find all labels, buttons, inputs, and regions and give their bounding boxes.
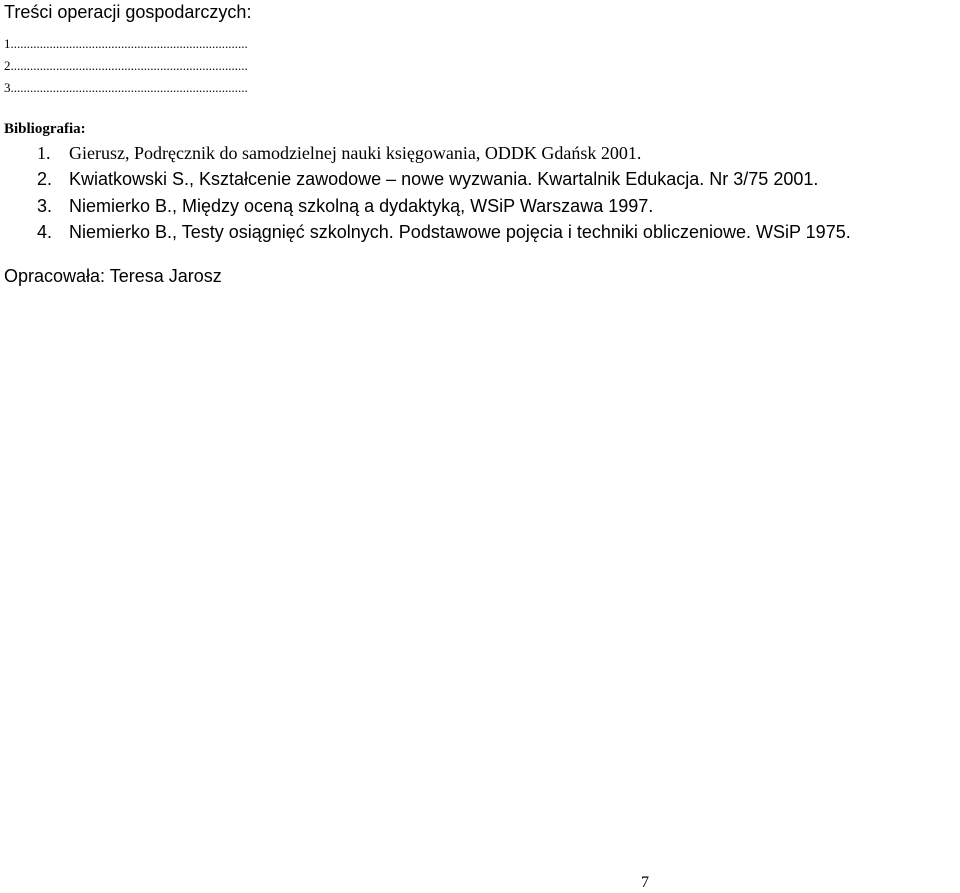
bibliography-item-text: Gierusz, Podręcznik do samodzielnej nauki księgowania, ODDK Gdańsk 2001. xyxy=(69,143,642,163)
bibliography-item-text: Niemierko B., Między oceną szkolną a dydaktyką, WSiP Warszawa 1997. xyxy=(69,196,654,216)
bibliography-item-number: 2. xyxy=(37,169,53,189)
bibliography-item-text: Kwiatkowski S., Kształcenie zawodowe – nowe wyzwania. Kwartalnik Edukacja. Nr 3/75 2001. xyxy=(69,169,819,189)
bibliography-item-1 xyxy=(37,141,641,165)
bibliography-item-number: 3. xyxy=(37,196,53,216)
bibliography-item-text: Niemierko B., Testy osiągnięć szkolnych. Podstawowe pojęcia i techniki obliczeniowe. WSiP 1975. xyxy=(69,222,851,242)
author-line: Opracowała: Teresa Jarosz xyxy=(4,266,222,286)
bibliography-item-3 xyxy=(37,194,653,218)
bibliography-label: Bibliografia: xyxy=(4,121,86,137)
operation-item-1: 1......................................................................... xyxy=(4,36,248,51)
bibliography-item-number: 4. xyxy=(37,222,53,242)
operations-heading: Treści operacji gospodarczych: xyxy=(4,2,252,22)
operation-item-2: 2......................................................................... xyxy=(4,58,248,73)
operation-item-3: 3......................................................................... xyxy=(4,80,248,95)
bibliography-item-2 xyxy=(37,167,818,191)
bibliography-item-number: 1. xyxy=(37,143,51,163)
bibliography-item-4 xyxy=(37,220,851,244)
page-number: 7 xyxy=(641,874,649,891)
